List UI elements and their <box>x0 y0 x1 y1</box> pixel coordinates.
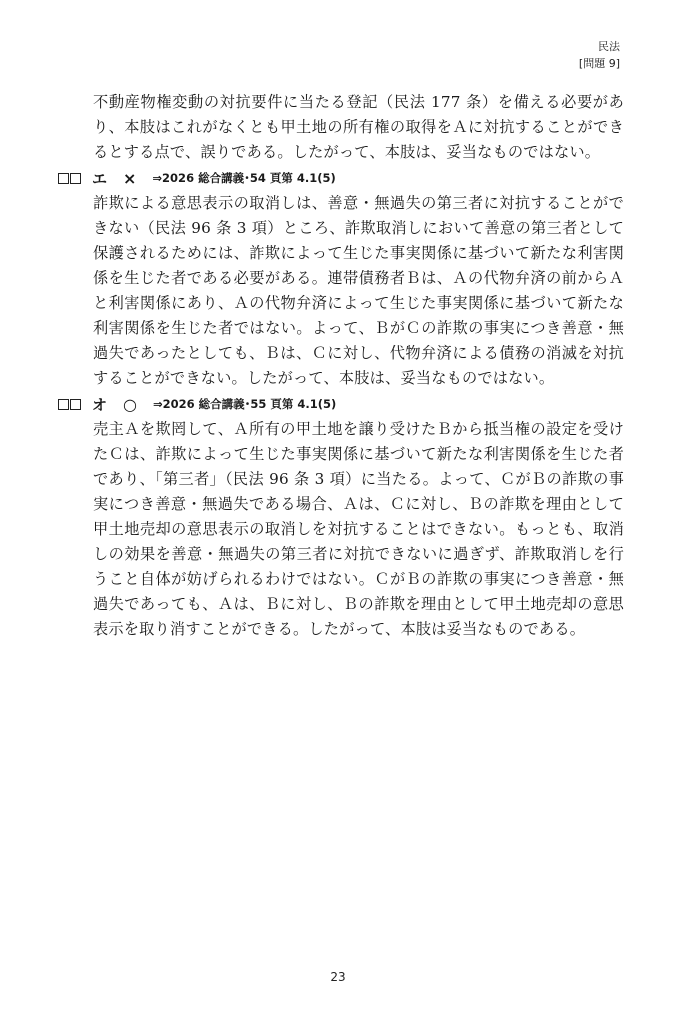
reference-link: ⇒2026 総合講義･55 頁第 4.1(5) <box>152 397 337 411</box>
explanation-paragraph: 詐欺による意思表示の取消しは、善意・無過失の第三者に対抗することができない（民法 96 条 3 項）ところ、詐欺取消しにおいて善意の第三者として保護されるためには、詐欺によって生じた事実関係に基づいて新たな利害関係を生じた者である必要がある。連帯債務者Ｂは、Ａの代物弁済の前からＡと利害関係にあり、Ａの代物弁済によって生じた事実関係に基づいて新たな利害関係を生じた者ではない。よって、ＢがＣの詐欺の事実につき善意・無過失であったとしても、Ｂは、Ｃに対し、代物弁済による債務の消滅を対抗することができない。したがって、本肢は、妥当なものではない。 <box>93 194 624 387</box>
answer-item-header <box>58 167 626 189</box>
intro-paragraph: 不動産物権変動の対抗要件に当たる登記（民法 177 条）を備える必要があり、本肢はこれがなくとも甲土地の所有権の取得をＡに対抗することができるとする点で、誤りである。したがって、本肢は、妥当なものではない。 <box>93 93 624 161</box>
page-number: 23 <box>330 970 346 984</box>
explanation-paragraph: 売主Ａを欺罔して、Ａ所有の甲土地を譲り受けたＢから抵当権の設定を受けたＣは、詐欺によって生じた事実関係に基づいて新たな利害関係を生じた者であり、「第三者」（民法 96 条 3 項）に当たる。よって、ＣがＢの詐欺の事実につき善意・無過失である場合、Ａは、Ｃに対し、Ｂの詐欺を理由として甲土地売却の意思表示の取消しを対抗することはできない。もっとも、取消しの効果を善意・無過失の第三者に対抗できないに過ぎず、詐欺取消しを行うこと自体が妨げられるわけではない。ＣがＢの詐欺の事実につき善意・無過失であっても、Ａは、Ｂに対し、Ｂの詐欺を理由として甲土地売却の意思表示を取り消すことができる。したがって、本肢は妥当なものである。 <box>93 420 624 638</box>
item-label: エ <box>92 169 108 188</box>
page-header <box>579 38 620 72</box>
reference-link: ⇒2026 総合講義･54 頁第 4.1(5) <box>152 171 336 185</box>
circle-mark-icon: ○ <box>123 394 137 414</box>
item-label: オ <box>92 395 108 414</box>
answer-item-o <box>58 393 626 642</box>
problem-label: [問題 9] <box>578 57 620 70</box>
checkbox-group <box>58 399 82 410</box>
checkbox-group <box>58 173 82 184</box>
review-checkbox-1[interactable] <box>58 173 69 184</box>
review-checkbox-2[interactable] <box>70 399 81 410</box>
cross-mark-icon: × <box>123 168 137 188</box>
answer-item-header <box>58 393 626 415</box>
review-checkbox-1[interactable] <box>58 399 69 410</box>
subject-label: 民法 <box>598 40 620 53</box>
answer-item-e <box>58 167 626 391</box>
page-content <box>58 90 626 642</box>
review-checkbox-2[interactable] <box>70 173 81 184</box>
